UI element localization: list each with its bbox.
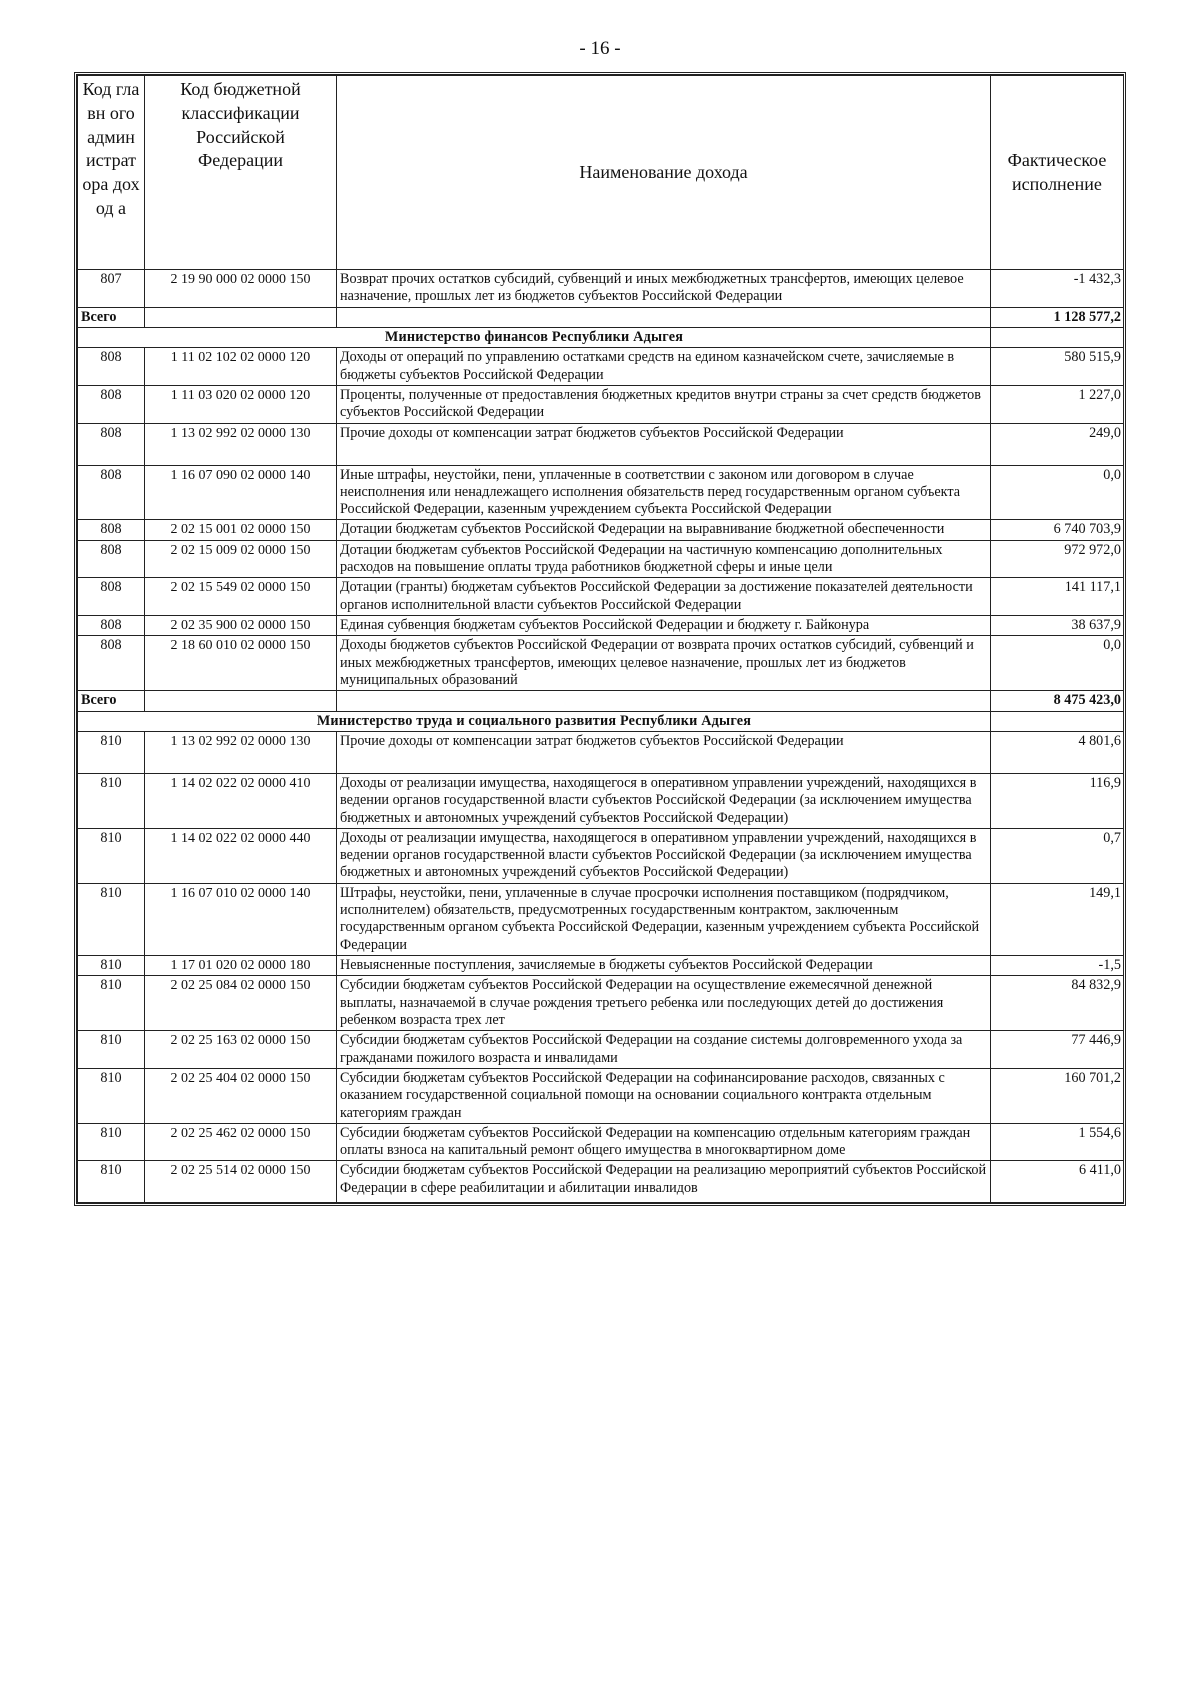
amount-cell: 249,0 bbox=[991, 423, 1124, 465]
admin-code-cell: 810 bbox=[78, 1161, 145, 1203]
admin-code-cell: 808 bbox=[78, 578, 145, 616]
table-row bbox=[78, 883, 1124, 955]
admin-code-cell: 808 bbox=[78, 423, 145, 465]
section-empty-cell bbox=[991, 327, 1124, 347]
header-actual-execution: Фактическое исполнение bbox=[991, 76, 1124, 270]
total-empty-cell bbox=[145, 307, 337, 327]
admin-code-cell: 810 bbox=[78, 956, 145, 976]
budget-code-cell: 2 18 60 010 02 0000 150 bbox=[145, 636, 337, 691]
section-title: Министерство финансов Республики Адыгея bbox=[78, 327, 991, 347]
header-admin-code: Код главн ого админ истрат ора доход а bbox=[78, 76, 145, 270]
income-name-cell: Невыясненные поступления, зачисляемые в бюджеты субъектов Российской Федерации bbox=[337, 956, 991, 976]
income-name-cell: Дотации (гранты) бюджетам субъектов Российской Федерации за достижение показателей деятельности органов исполнительной власти субъектов Российской Федерации bbox=[337, 578, 991, 616]
budget-code-cell: 1 16 07 090 02 0000 140 bbox=[145, 465, 337, 520]
budget-code-cell: 2 02 25 514 02 0000 150 bbox=[145, 1161, 337, 1203]
total-empty-cell bbox=[145, 691, 337, 711]
admin-code-cell: 808 bbox=[78, 385, 145, 423]
income-name-cell: Дотации бюджетам субъектов Российской Федерации на частичную компенсацию дополнительных расходов на повышение оплаты труда работников бюджетной сферы и иные цели bbox=[337, 540, 991, 578]
table-row bbox=[78, 731, 1124, 773]
table-row bbox=[78, 976, 1124, 1031]
income-name-cell: Дотации бюджетам субъектов Российской Федерации на выравнивание бюджетной обеспеченности bbox=[337, 520, 991, 540]
table-row bbox=[78, 1123, 1124, 1161]
header-income-name: Наименование дохода bbox=[337, 76, 991, 270]
table-row bbox=[78, 1031, 1124, 1069]
section-empty-cell bbox=[991, 711, 1124, 731]
income-name-cell: Доходы от операций по управлению остатками средств на едином казначейском счете, зачисляемые в бюджеты субъектов Российской Федерации bbox=[337, 348, 991, 386]
admin-code-cell: 807 bbox=[78, 270, 145, 308]
table-row bbox=[78, 540, 1124, 578]
section-header-row bbox=[78, 711, 1124, 731]
income-name-cell: Прочие доходы от компенсации затрат бюджетов субъектов Российской Федерации bbox=[337, 423, 991, 465]
header-budget-code: Код бюджетной классификации Российской Федерации bbox=[145, 76, 337, 270]
table-row bbox=[78, 520, 1124, 540]
table-row bbox=[78, 423, 1124, 465]
budget-code-cell: 2 02 25 084 02 0000 150 bbox=[145, 976, 337, 1031]
table-row bbox=[78, 773, 1124, 828]
income-name-cell: Иные штрафы, неустойки, пени, уплаченные в соответствии с законом или договором в случае неисполнения или ненадлежащего исполнения обязательств перед государственным органом субъекта Российской Федерации, казенным учреждением субъекта Российской Федерации bbox=[337, 465, 991, 520]
income-name-cell: Единая субвенция бюджетам субъектов Российской Федерации и бюджету г. Байконура bbox=[337, 616, 991, 636]
budget-code-cell: 1 17 01 020 02 0000 180 bbox=[145, 956, 337, 976]
total-row bbox=[78, 691, 1124, 711]
table-row bbox=[78, 956, 1124, 976]
admin-code-cell: 810 bbox=[78, 883, 145, 955]
income-table bbox=[77, 75, 1124, 1203]
admin-code-cell: 810 bbox=[78, 731, 145, 773]
admin-code-cell: 810 bbox=[78, 1031, 145, 1069]
income-name-cell: Субсидии бюджетам субъектов Российской Федерации на софинансирование расходов, связанных с оказанием государственной социальной помощи на основании социального контракта отдельным категориям граждан bbox=[337, 1068, 991, 1123]
total-row bbox=[78, 307, 1124, 327]
amount-cell: 38 637,9 bbox=[991, 616, 1124, 636]
table-row bbox=[78, 578, 1124, 616]
budget-code-cell: 1 11 03 020 02 0000 120 bbox=[145, 385, 337, 423]
admin-code-cell: 810 bbox=[78, 1068, 145, 1123]
amount-cell: 149,1 bbox=[991, 883, 1124, 955]
total-amount: 8 475 423,0 bbox=[991, 691, 1124, 711]
income-name-cell: Субсидии бюджетам субъектов Российской Федерации на компенсацию отдельным категориям граждан оплаты взноса на капитальный ремонт общего имущества в многоквартирном доме bbox=[337, 1123, 991, 1161]
income-name-cell: Возврат прочих остатков субсидий, субвенций и иных межбюджетных трансфертов, имеющих целевое назначение, прошлых лет из бюджетов субъектов Российской Федерации bbox=[337, 270, 991, 308]
admin-code-cell: 808 bbox=[78, 465, 145, 520]
table-row bbox=[78, 1161, 1124, 1203]
income-name-cell: Субсидии бюджетам субъектов Российской Федерации на реализацию мероприятий субъектов Российской Федерации в сфере реабилитации и абилитации инвалидов bbox=[337, 1161, 991, 1203]
income-name-cell: Субсидии бюджетам субъектов Российской Федерации на осуществление ежемесячной денежной выплаты, назначаемой в случае рождения третьего ребенка или последующих детей до достижения ребенком возраста трех лет bbox=[337, 976, 991, 1031]
amount-cell: 0,7 bbox=[991, 828, 1124, 883]
amount-cell: 1 554,6 bbox=[991, 1123, 1124, 1161]
admin-code-cell: 808 bbox=[78, 636, 145, 691]
total-empty-cell bbox=[337, 307, 991, 327]
admin-code-cell: 810 bbox=[78, 1123, 145, 1161]
amount-cell: 0,0 bbox=[991, 465, 1124, 520]
budget-code-cell: 2 02 35 900 02 0000 150 bbox=[145, 616, 337, 636]
total-label: Всего bbox=[78, 691, 145, 711]
amount-cell: 116,9 bbox=[991, 773, 1124, 828]
amount-cell: 160 701,2 bbox=[991, 1068, 1124, 1123]
amount-cell: -1 432,3 bbox=[991, 270, 1124, 308]
table-row bbox=[78, 348, 1124, 386]
amount-cell: 6 411,0 bbox=[991, 1161, 1124, 1203]
section-title: Министерство труда и социального развития Республики Адыгея bbox=[78, 711, 991, 731]
table-row bbox=[78, 270, 1124, 308]
table-row bbox=[78, 616, 1124, 636]
amount-cell: 1 227,0 bbox=[991, 385, 1124, 423]
table-row bbox=[78, 636, 1124, 691]
income-name-cell: Штрафы, неустойки, пени, уплаченные в случае просрочки исполнения поставщиком (подрядчиком, исполнителем) обязательств, предусмотренных государственным контрактом, заключенным государственным органом субъекта Российской Федерации, казенным учреждением субъекта Российской Федерации bbox=[337, 883, 991, 955]
budget-code-cell: 2 02 15 009 02 0000 150 bbox=[145, 540, 337, 578]
income-name-cell: Доходы от реализации имущества, находящегося в оперативном управлении учреждений, находящихся в ведении органов государственной власти субъектов Российской Федерации (за исключением имущества бюджетных и автономных учреждений субъектов Российской Федерации) bbox=[337, 773, 991, 828]
total-label: Всего bbox=[78, 307, 145, 327]
amount-cell: 580 515,9 bbox=[991, 348, 1124, 386]
admin-code-cell: 808 bbox=[78, 540, 145, 578]
amount-cell: -1,5 bbox=[991, 956, 1124, 976]
table-header-row bbox=[78, 76, 1124, 270]
budget-code-cell: 2 02 15 549 02 0000 150 bbox=[145, 578, 337, 616]
total-empty-cell bbox=[337, 691, 991, 711]
budget-code-cell: 2 02 25 462 02 0000 150 bbox=[145, 1123, 337, 1161]
admin-code-cell: 808 bbox=[78, 616, 145, 636]
admin-code-cell: 808 bbox=[78, 348, 145, 386]
amount-cell: 6 740 703,9 bbox=[991, 520, 1124, 540]
amount-cell: 77 446,9 bbox=[991, 1031, 1124, 1069]
amount-cell: 4 801,6 bbox=[991, 731, 1124, 773]
budget-code-cell: 2 02 15 001 02 0000 150 bbox=[145, 520, 337, 540]
amount-cell: 84 832,9 bbox=[991, 976, 1124, 1031]
income-name-cell: Доходы от реализации имущества, находящегося в оперативном управлении учреждений, находящихся в ведении органов государственной власти субъектов Российской Федерации (за исключением имущества бюджетных и автономных учреждений субъектов Российской Федерации) bbox=[337, 828, 991, 883]
admin-code-cell: 810 bbox=[78, 773, 145, 828]
amount-cell: 141 117,1 bbox=[991, 578, 1124, 616]
budget-code-cell: 1 13 02 992 02 0000 130 bbox=[145, 731, 337, 773]
admin-code-cell: 810 bbox=[78, 976, 145, 1031]
budget-code-cell: 1 16 07 010 02 0000 140 bbox=[145, 883, 337, 955]
income-name-cell: Субсидии бюджетам субъектов Российской Федерации на создание системы долговременного ухода за гражданами пожилого возраста и инвалидами bbox=[337, 1031, 991, 1069]
budget-code-cell: 1 13 02 992 02 0000 130 bbox=[145, 423, 337, 465]
total-amount: 1 128 577,2 bbox=[991, 307, 1124, 327]
budget-code-cell: 2 02 25 163 02 0000 150 bbox=[145, 1031, 337, 1069]
income-name-cell: Проценты, полученные от предоставления бюджетных кредитов внутри страны за счет средств бюджетов субъектов Российской Федерации bbox=[337, 385, 991, 423]
income-name-cell: Доходы бюджетов субъектов Российской Федерации от возврата прочих остатков субсидий, субвенций и иных межбюджетных трансфертов, имеющих целевое назначение, прошлых лет из бюджетов муниципальных образований bbox=[337, 636, 991, 691]
budget-code-cell: 1 14 02 022 02 0000 440 bbox=[145, 828, 337, 883]
amount-cell: 0,0 bbox=[991, 636, 1124, 691]
budget-code-cell: 2 02 25 404 02 0000 150 bbox=[145, 1068, 337, 1123]
budget-code-cell: 2 19 90 000 02 0000 150 bbox=[145, 270, 337, 308]
amount-cell: 972 972,0 bbox=[991, 540, 1124, 578]
table-row bbox=[78, 385, 1124, 423]
budget-code-cell: 1 14 02 022 02 0000 410 bbox=[145, 773, 337, 828]
income-name-cell: Прочие доходы от компенсации затрат бюджетов субъектов Российской Федерации bbox=[337, 731, 991, 773]
table-row bbox=[78, 828, 1124, 883]
admin-code-cell: 808 bbox=[78, 520, 145, 540]
budget-code-cell: 1 11 02 102 02 0000 120 bbox=[145, 348, 337, 386]
table-row bbox=[78, 465, 1124, 520]
table-body bbox=[78, 270, 1124, 1203]
table-row bbox=[78, 1068, 1124, 1123]
admin-code-cell: 810 bbox=[78, 828, 145, 883]
section-header-row bbox=[78, 327, 1124, 347]
income-table-frame bbox=[74, 72, 1126, 1206]
page-number: - 16 - bbox=[579, 38, 621, 59]
